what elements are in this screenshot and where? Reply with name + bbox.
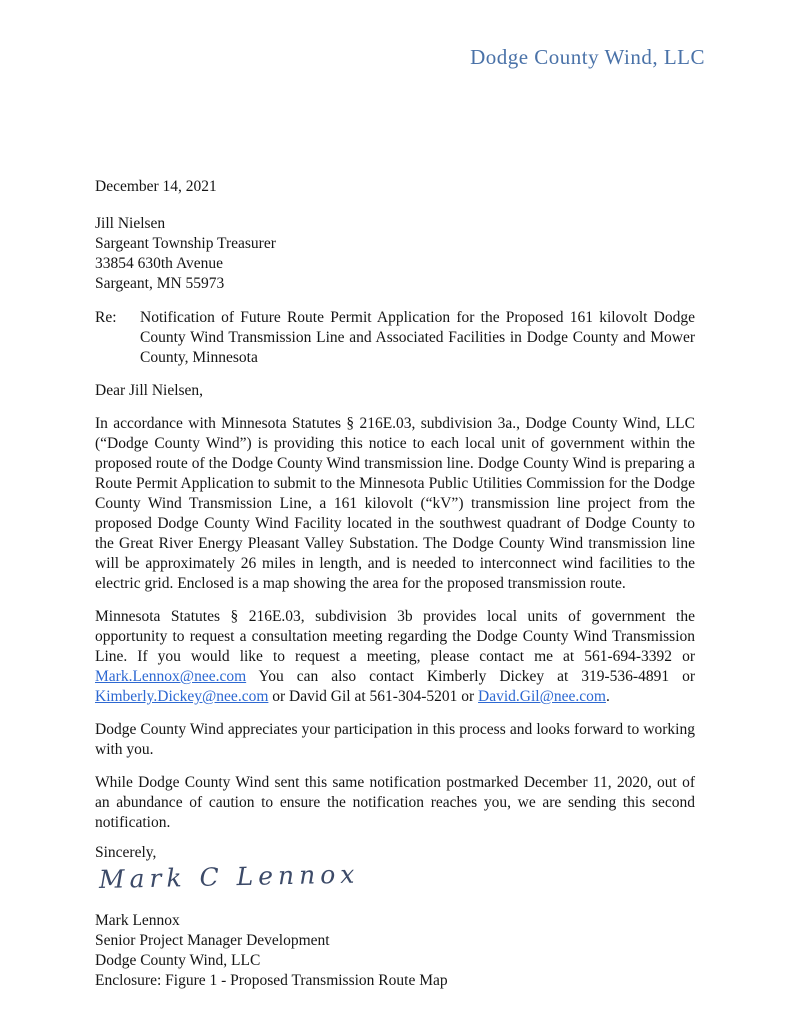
paragraph-3: Dodge County Wind appreciates your participation in this process and looks forward to working with you. — [95, 721, 695, 758]
subject-text: Notification of Future Route Permit Application for the Proposed 161 kilovolt Dodge County Wind Transmission Line and Associated Facilities in Dodge County and Mower County, Minnesota — [140, 309, 695, 366]
recipient-title: Sargeant Township Treasurer — [95, 235, 276, 252]
recipient-address-block — [95, 214, 695, 294]
sender-company: Dodge County Wind, LLC — [95, 952, 261, 969]
closing-sincerely: Sincerely, — [95, 844, 157, 861]
paragraph-2-text: or David Gil at 561-304-5201 or — [268, 688, 479, 705]
subject-label: Re: — [95, 309, 117, 326]
email-link-david-gil[interactable]: David.Gil@nee.com — [478, 688, 606, 705]
salutation: Dear Jill Nielsen, — [95, 382, 204, 399]
date-line: December 14, 2021 — [95, 178, 217, 195]
paragraph-4: While Dodge County Wind sent this same notification postmarked December 11, 2020, out of an abundance of caution to ensure the notification reaches you, we are sending this second notification. — [95, 774, 695, 831]
subject-line-block — [95, 308, 695, 368]
handwritten-signature: Mark C Lennox — [98, 859, 360, 894]
recipient-name: Jill Nielsen — [95, 215, 166, 232]
sender-title: Senior Project Manager Development — [95, 932, 330, 949]
recipient-street: 33854 630th Avenue — [95, 255, 224, 272]
letter-body — [0, 177, 791, 991]
paragraph-2 — [95, 607, 695, 707]
email-link-kimberly-dickey[interactable]: Kimberly.Dickey@nee.com — [95, 688, 269, 705]
signature-block — [95, 911, 695, 991]
paragraph-2-text: . — [605, 688, 610, 705]
enclosure-line: Enclosure: Figure 1 - Proposed Transmission Route Map — [95, 972, 448, 989]
letterhead — [0, 0, 791, 70]
letterhead-company-name: Dodge County Wind, LLC — [470, 45, 705, 69]
sender-name: Mark Lennox — [95, 912, 180, 929]
paragraph-2-text: Minnesota Statutes § 216E.03, subdivision 3b provides local units of government the opportunity to request a consultation meeting regarding the Dodge County Wind Transmission Line. If you would like to request a meeting, please contact me at 561-694-3392 or — [95, 608, 695, 665]
email-link-mark-lennox[interactable]: Mark.Lennox@nee.com — [95, 668, 247, 685]
recipient-city-state-zip: Sargeant, MN 55973 — [95, 275, 225, 292]
paragraph-1: In accordance with Minnesota Statutes § 216E.03, subdivision 3a., Dodge County Wind, LLC (“Dodge County Wind”) is providing this notice to each local unit of government within the proposed route of the Dodge County Wind transmission line. Dodge County Wind is preparing a Route Permit Application to submit to the Minnesota Public Utilities Commission for the Dodge County Wind Transmission Line, a 161 kilovolt (“kV”) transmission line project from the proposed Dodge County Wind Facility located in the southwest quadrant of Dodge County to the Great River Energy Pleasant Valley Substation. The Dodge County Wind transmission line will be approximately 26 miles in length, and is needed to interconnect wind facilities to the electric grid. Enclosed is a map showing the area for the proposed transmission route. — [95, 415, 695, 592]
paragraph-2-text: You can also contact Kimberly Dickey at 319-536-4891 or — [246, 668, 695, 685]
